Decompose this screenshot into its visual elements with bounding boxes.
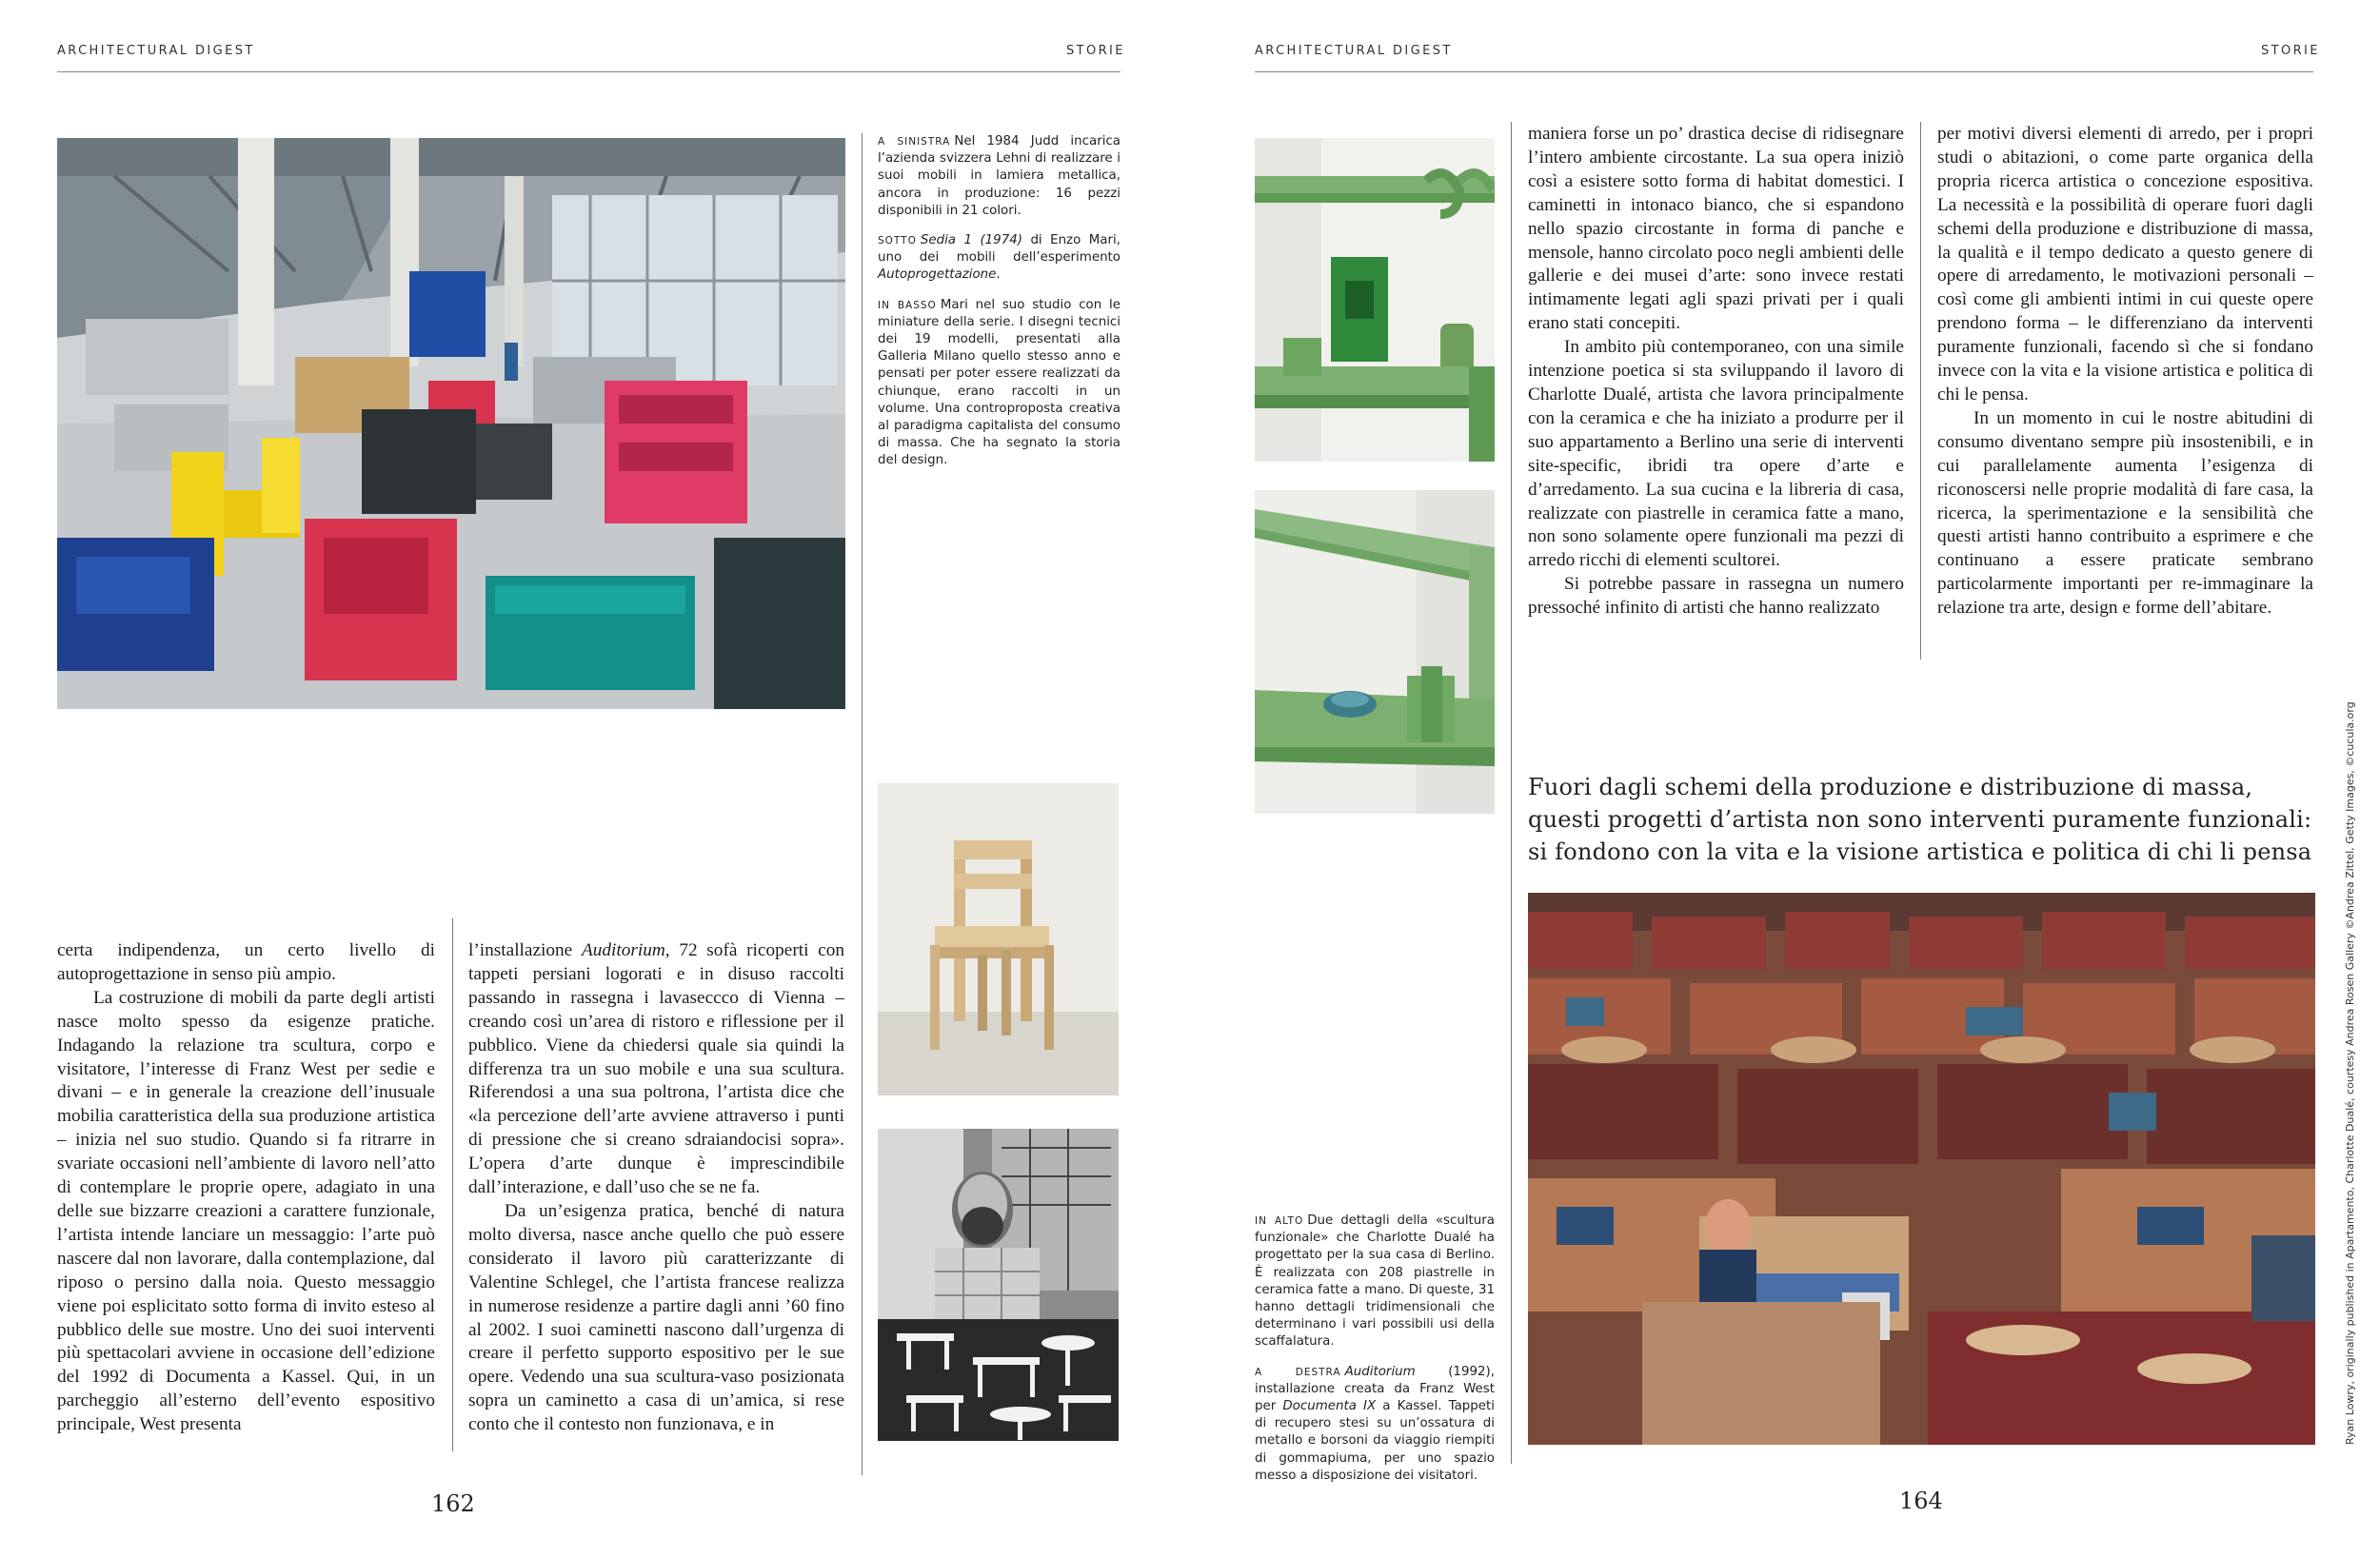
paragraph: per motivi diversi elementi di arredo, per i propri studi o abitazioni, o come parte organica della propria ricerca artistica o concezione espositiva. La necessità e la possibilità di operare fuori dagli schemi della produzione e distribuzione di massa, la qualità e il tempo dedicato a questo genere di opere di arredamento, le motivazioni personali – così come gli ambienti intimi in cui queste opere prendono forma – le differenziano da interventi puramente funzionali, facendo sì che si fondano invece con la vita e la visione artistica e politica di chi le pensa. xyxy=(1937,124,2313,404)
running-head-publication: ARCHITECTURAL DIGEST xyxy=(1255,44,1453,58)
page-number-right: 164 xyxy=(1899,1488,1943,1514)
photo-credit: Ryan Lowry, originally published in Apartamento, Charlotte Dualé, courtesy Andrea Rosen Gallery ©Andrea Zittel, Getty Images, ©cucula.org xyxy=(2344,701,2356,1445)
photo-duale-shelf-2 xyxy=(1255,490,1495,814)
photo-mari-portrait xyxy=(878,1129,1119,1441)
paragraph: Si potrebbe passare in rassegna un numero pressoché infinito di artisti che hanno realizzato xyxy=(1528,574,1904,619)
left-page-column-2 xyxy=(468,939,844,1437)
column-rule xyxy=(452,918,453,1451)
captions-left-page xyxy=(878,133,1121,483)
running-head-section: STORIE xyxy=(2261,44,2320,58)
header-rule xyxy=(1255,71,2313,72)
header-rule xyxy=(57,71,1121,72)
paragraph: Da un’esigenza pratica, benché di natura molto diversa, nasce anche quello che può essere considerato il lavoro più caratterizzante di Valentine Schlegel, che l’artista francese realizza in numerose residenze a partire dagli anni ’60 fino al 2002. I suoi caminetti nascono dall’urgenza di creare il perfetto supporto espositivo per le sue opere. Vedendo una sua scultura-vaso posizionata sopra un caminetto a casa di un’amica, si rese conto che il contesto non funzionava, e in xyxy=(468,1200,844,1435)
paragraph: La costruzione di mobili da parte degli artisti nasce molto spesso da esigenze pratiche. Indagando la relazione tra scultura, corpo e visitatore, l’interesse di Franz West per sedie e divani – e in generale la creazione dell’inusuale mobilia caratteristica della sua produzione artistica – inizia nel suo studio. Quando si fa ritrarre in svariate occasioni nell’ambiente di lavoro nell’atto di contemplare le proprie opere, adagiato in una delle sue bizzarre creazioni a carattere funzionale, l’artista intende lanciare un messaggio: l’arte può nascere dal non lavorare, dalla contemplazione, dal riposo o persino dalla noia. Questo messaggio viene poi esplicitato sotto forma di invito esteso al pubblico delle sue mostre. Uno dei suoi interventi più spettacolari avviene in occasione dell’edizione del 1992 di Documenta a Kassel. Qui, in un parcheggio all’esterno dell’evento espositivo principale, West presenta xyxy=(57,987,435,1435)
photo-west-auditorium xyxy=(1528,893,2315,1445)
photo-duale-shelf-1 xyxy=(1255,138,1495,462)
paragraph: maniera forse un po’ drastica decise di ridisegnare l’intero ambiente circostante. La sua opera iniziò così a esistere sotto forma di habitat domestici. I caminetti in intonaco bianco, che si espandono nello spazio circostante in forma di panche e mensole, hanno circolato poco negli ambienti delle gallerie e dei musei d’arte: sono invece restati intimamente legati agli spazi privati per i quali erano stati concepiti. xyxy=(1528,124,1904,334)
paragraph: In ambito più contemporaneo, con una simile intenzione poetica si sta sviluppando il lavoro di Charlotte Dualé, artista che lavora principalmente con la ceramica e che ha iniziato a produrre per il suo appartamento a Berlino una serie di interventi site-specific, ibridi tra opere d’arte e d’arredamento. La sua cucina e la libreria di casa, realizzate con piastrelle in ceramica fatte a mano, non sono solamente opere funzionali ma pezzi di arredo ricchi di elementi scultorei. xyxy=(1528,337,1904,571)
caption-judd: A SINISTRA Nel 1984 Judd incarica l’azienda svizzera Lehni di realizzare i suoi mobili in lamiera metallica, ancora in produzione: 16 pezzi disponibili in 21 colori. xyxy=(878,134,1121,218)
page-number-left: 162 xyxy=(431,1490,475,1517)
running-head-publication: ARCHITECTURAL DIGEST xyxy=(57,44,255,58)
column-rule xyxy=(1920,122,1921,660)
caption-sedia: SOTTO Sedia 1 (1974) di Enzo Mari, uno dei mobili dell’esperimento Autoprogettazione. xyxy=(878,233,1121,283)
pull-quote-line: si fondono con la vita e la visione artistica e politica di chi li pensa xyxy=(1528,838,2312,865)
caption-duale: IN ALTO Due dettagli della «scultura funzionale» che Charlotte Dualé ha progettato per la sua casa di Berlino. È realizzata con 208 piastrelle in ceramica fatte a mano. Di queste, 31 hanno dettagli tridimensionali che determinano i vari possibili usi della scaffalatura. xyxy=(1255,1213,1496,1350)
caption-auditorium: A DESTRA Auditorium (1992), installazione creata da Franz West per Documenta IX a Kassel. Tappeti di recupero stesi su un’ossatura di metallo e borsoni da viaggio riempiti di gommapiuma, per uno spazio messo a disposizione dei visitatori. xyxy=(1255,1364,1495,1483)
captions-right-page xyxy=(1255,1213,1495,1497)
running-head-section: STORIE xyxy=(1066,44,1125,58)
left-page-column-1 xyxy=(57,939,435,1437)
paragraph: In un momento in cui le nostre abitudini di consumo diventano sempre più insostenibili, e in cui parallelamente aumenta l’esigenza di riconoscersi nelle proprie modalità di fare casa, la ricerca, la sperimentazione e la sensibilità che questi artisti hanno contribuito a esprimere e che continuano a essere praticate sembrano particolarmente importanti per re-immaginare la relazione tra arte, design e forme dell’abitare. xyxy=(1937,407,2313,619)
pull-quote-line: Fuori dagli schemi della produzione e distribuzione di massa, xyxy=(1528,774,2253,800)
photo-sedia-chair xyxy=(878,783,1119,1095)
paragraph: certa indipendenza, un certo livello di autoprogettazione in senso più ampio. xyxy=(57,940,435,984)
paragraph: l’installazione Auditorium, 72 sofà ricoperti con tappeti persiani logorati e in disuso raccolti passando in rassegna i lavaseccco di Vienna – creando così un’area di ristoro e riflessione per il pubblico. Viene da chiedersi quale sia quindi la differenza tra un suo mobile e una sua scultura. Riferendosi a una sua poltrona, l’artista dice che «la percezione dell’arte avviene attraverso i punti di pressione che si creano sdraiandocisi sopra». L’opera d’arte dunque è imprescindibile dall’interazione, e dall’uso che se ne fa. xyxy=(468,940,844,1198)
photo-judd-factory xyxy=(57,138,845,709)
right-page-column-2 xyxy=(1937,123,2313,621)
pull-quote-line: questi progetti d’artista non sono interventi puramente funzionali: xyxy=(1528,806,2312,833)
column-rule xyxy=(1511,122,1512,1464)
column-rule xyxy=(862,133,863,1475)
pull-quote xyxy=(1528,771,2318,868)
right-page-column-1 xyxy=(1528,123,1904,621)
caption-mari-studio: IN BASSO Mari nel suo studio con le miniature della serie. I disegni tecnici dei 19 modelli, presentati alla Galleria Milano quello stesso anno e pensati per poter essere realizzati da chiunque, erano raccolti in un volume. Una controproposta creativa al paradigma capitalista del consumo di massa. Che ha segnato la storia del design. xyxy=(878,297,1121,468)
